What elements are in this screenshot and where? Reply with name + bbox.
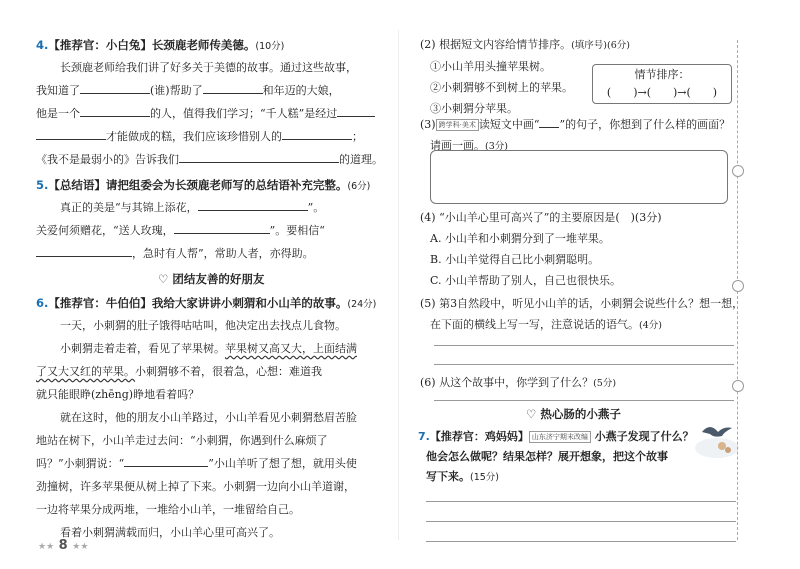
r-s2-score: (6分) xyxy=(607,40,630,51)
q6-p1: 一天，小刺猬的肚子饿得咕咕叫，他决定出去找点儿食物。 xyxy=(60,319,346,332)
r-s3-text: 读短文中画“ xyxy=(478,118,540,131)
q7-heading xyxy=(418,426,694,448)
q5-text: 真正的美是“与其锦上添花， xyxy=(60,201,198,214)
q4-text: 才能做成的糕，我们应该珍惜别人的 xyxy=(106,130,282,143)
answer-line[interactable] xyxy=(434,400,734,401)
r-s3-num: (3) xyxy=(420,118,436,131)
r-s6-score: (5分) xyxy=(593,378,617,389)
r-s3-text: ”的句子，你想到了什么样的画面？ xyxy=(559,118,731,131)
q6-title: 我给大家讲讲小刺猬和小山羊的故事。 xyxy=(151,296,348,310)
page-number: 8 xyxy=(58,538,68,553)
q7-text: 写下来。 xyxy=(426,470,470,483)
q6-text: ”小山羊听了想了想，就用头使 xyxy=(208,457,357,470)
q4-number: 4. xyxy=(36,38,49,52)
r-s4-option-c: C. 小山羊帮助了别人，自己也很快乐。 xyxy=(430,274,622,287)
heart-icon: ♡ xyxy=(158,272,169,286)
q4-line3 xyxy=(36,103,375,125)
q7-text: 小燕子发现了什么？ xyxy=(594,430,694,443)
r-s3-tag: 跨学科·美术 xyxy=(436,119,479,131)
q5-text: ，急时有人帮”，常助人者，亦得助。 xyxy=(132,247,314,260)
r-s5-score: (4分) xyxy=(639,320,662,331)
q4-line5 xyxy=(36,149,383,171)
q6-wavy-sentence: 了又大又红的苹果。 xyxy=(36,365,135,378)
q7-number: 7. xyxy=(418,430,430,443)
q6-wavy-sentence: 苹果树又高又大，上面结满 xyxy=(225,342,357,355)
q7-score: (15分) xyxy=(470,472,500,483)
answer-line[interactable] xyxy=(434,345,734,346)
order-title: 情节排序： xyxy=(634,68,690,81)
q5-line3 xyxy=(36,243,314,265)
q4-text: 的人，值得我们学习；“千人糕”是经过 xyxy=(150,107,338,120)
q5-text: ”。要相信“ xyxy=(269,224,325,237)
q7-tag: 【推荐官：鸡妈妈】 xyxy=(429,430,529,443)
q6-p6: 地站在树下，小山羊走过去问：“小刺猬，你遇到什么麻烦了 xyxy=(36,434,328,447)
answer-line[interactable] xyxy=(426,541,736,542)
q7-line2: 他会怎么做呢？结果怎样？展开想象，把这个故事 xyxy=(426,450,668,463)
q4-tag: 【推荐官：小白兔】 xyxy=(48,38,152,52)
r-s3-text: 请画一画。 xyxy=(430,139,485,152)
blank-fragrance[interactable] xyxy=(174,220,270,234)
q7-source: 山东济宁期末改编 xyxy=(529,431,591,443)
section-title-text: 团结友善的好朋友 xyxy=(172,272,265,286)
blank-lesson[interactable] xyxy=(179,149,339,163)
page-divider xyxy=(398,30,399,540)
q4-text: 和年迈的大娘， xyxy=(262,84,340,97)
binding-hole xyxy=(732,280,744,292)
q6-text: 吗？”小刺猬说：“ xyxy=(36,457,125,470)
q4-heading xyxy=(36,34,284,58)
q5-text: 关爱何须赠花，“送人玫瑰， xyxy=(36,224,174,237)
q4-text: 我知道了 xyxy=(36,84,80,97)
q4-line1: 长颈鹿老师给我们讲了好多关于美德的故事。通过这些故事， xyxy=(60,61,357,74)
r-s2-text: (2) 根据短文内容给情节排序。 xyxy=(420,38,572,51)
q4-text: (谁)帮助了 xyxy=(150,84,203,97)
q5-line2 xyxy=(36,220,325,242)
q5-line1 xyxy=(60,197,324,219)
q6-p2 xyxy=(60,338,357,360)
binding-margin xyxy=(737,40,750,540)
footer-stars: ★★ xyxy=(38,542,55,552)
drawing-box[interactable] xyxy=(430,150,728,204)
r-s6 xyxy=(420,372,616,395)
answer-line[interactable] xyxy=(426,501,736,502)
blank-labor[interactable] xyxy=(282,126,352,140)
blank-helped[interactable] xyxy=(203,80,263,94)
mark-underline xyxy=(539,114,559,128)
q6-score: (24分) xyxy=(347,299,377,310)
order-slots[interactable]: ( )→( )→( ) xyxy=(606,86,718,99)
q6-p8: 劲撞树，许多苹果便从树上掉了下来。小刺猬一边向小山羊道谢， xyxy=(36,480,355,493)
r-s4-option-a: A. 小山羊和小刺猬分到了一堆苹果。 xyxy=(430,232,610,245)
r-s2 xyxy=(420,34,630,57)
q6-p10: 看着小刺猬满载而归，小山羊心里可高兴了。 xyxy=(60,526,280,539)
page-footer xyxy=(38,538,88,553)
r-s2-item3: ③小刺猬分苹果。 xyxy=(430,102,518,115)
section-title-friends xyxy=(158,271,264,287)
q5-score: (6分) xyxy=(347,181,371,192)
q5-text: ”。 xyxy=(307,201,325,214)
q5-heading xyxy=(36,174,370,198)
blank-proverb[interactable] xyxy=(36,243,132,257)
q6-p3 xyxy=(36,361,322,383)
blank-hedgehog-words[interactable] xyxy=(124,453,208,467)
q4-text: 《我不是最弱小的》告诉我们 xyxy=(36,153,179,166)
r-s2-item2: ②小刺猬够不到树上的苹果。 xyxy=(430,81,573,94)
r-s4: (4) “小山羊心里可高兴了”的主要原因是( )(3分) xyxy=(420,211,662,224)
r-s3 xyxy=(420,114,730,136)
r-s5: (5) 第3自然段中，听见小山羊的话，小刺猬会说些什么？想一想， xyxy=(420,297,744,310)
r-s3-score: (3分) xyxy=(485,141,508,152)
q6-heading xyxy=(36,292,376,316)
q4-line2 xyxy=(36,80,340,102)
r-s5-text: 在下面的横线上写一写，注意说话的语气。 xyxy=(430,318,639,331)
q5-tag: 【总结语】 xyxy=(48,178,106,192)
blank-process[interactable] xyxy=(337,103,375,117)
r-s2-hint: (填序号) xyxy=(571,40,607,51)
q6-p4: 就只能眼睁(zhēng)睁地看着吗？ xyxy=(36,388,200,401)
q4-text: ； xyxy=(352,130,363,143)
blank-snow[interactable] xyxy=(198,197,308,211)
q4-title: 长颈鹿老师传美德。 xyxy=(151,38,256,52)
r-s2-item1: ①小山羊用头撞苹果树。 xyxy=(430,60,551,73)
order-box xyxy=(592,64,732,104)
q4-score: (10分) xyxy=(255,41,285,52)
q6-number: 6. xyxy=(36,296,49,310)
q6-p9: 一边将苹果分成两堆，一堆给小山羊，一堆留给自己。 xyxy=(36,503,300,516)
blank-who[interactable] xyxy=(80,80,150,94)
r-s5-line2 xyxy=(430,314,662,337)
q6-text: 小刺猬走着走着，看见了苹果树。 xyxy=(60,342,225,355)
answer-line[interactable] xyxy=(426,521,736,522)
blank-process-2[interactable] xyxy=(36,126,106,140)
q6-p5: 就在这时，他的朋友小山羊路过，小山羊看见小刺猬愁眉苦脸 xyxy=(60,411,357,424)
section-title-swallow xyxy=(526,406,621,422)
binding-hole xyxy=(732,165,744,177)
q4-line4 xyxy=(36,126,363,148)
footer-stars: ★★ xyxy=(72,542,89,552)
q4-text: 的道理。 xyxy=(339,153,383,166)
heart-icon: ♡ xyxy=(526,407,537,421)
q7-line3 xyxy=(426,466,499,489)
r-s4-option-b: B. 小山羊觉得自己比小刺猬聪明。 xyxy=(430,253,600,266)
q6-tag: 【推荐官：牛伯伯】 xyxy=(48,296,152,310)
swallow-illustration xyxy=(692,418,742,462)
q5-title: 请把组委会为长颈鹿老师写的总结语补充完整。 xyxy=(105,178,348,192)
binding-hole xyxy=(732,380,744,392)
blank-quality[interactable] xyxy=(80,103,150,117)
answer-line[interactable] xyxy=(434,364,734,365)
q5-number: 5. xyxy=(36,178,49,192)
q6-p7 xyxy=(36,453,357,475)
section-title-text: 热心肠的小燕子 xyxy=(540,407,621,421)
q6-text: 小刺猬够不着，很着急，心想：难道我 xyxy=(135,365,322,378)
q4-text: 他是一个 xyxy=(36,107,80,120)
r-s6-text: (6) 从这个故事中，你学到了什么？ xyxy=(420,376,594,389)
